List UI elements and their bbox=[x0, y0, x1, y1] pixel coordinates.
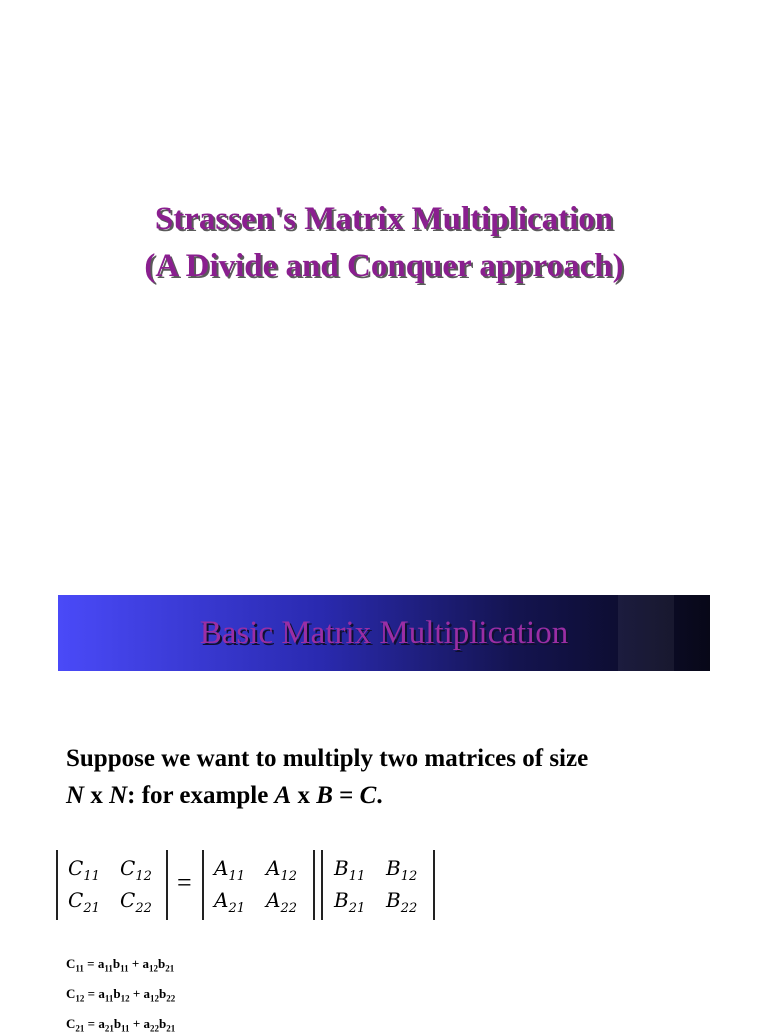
intro-x2: x bbox=[291, 782, 317, 809]
matrix-a11: $A_{11}$ bbox=[214, 856, 245, 884]
matrix-a21: $A_{21}$ bbox=[214, 888, 245, 916]
formula-c11: $C_{11} = a_{11}b_{11} + a_{12}b_{21}$ bbox=[66, 956, 175, 974]
intro-n2: N bbox=[109, 782, 128, 809]
intro-c: C bbox=[359, 782, 377, 809]
matrix-b21: $B_{21}$ bbox=[334, 888, 366, 916]
intro-eq: = bbox=[332, 782, 360, 809]
matrix-a-right-bar bbox=[313, 850, 315, 920]
matrix-b11: $B_{11}$ bbox=[334, 856, 366, 884]
matrix-b22: $B_{22}$ bbox=[386, 888, 418, 916]
intro-part1: Suppose we want to multiply two matrices of size bbox=[66, 745, 589, 772]
matrix-c12: $C_{12}$ bbox=[120, 856, 152, 884]
intro-text bbox=[66, 740, 726, 814]
matrix-b12: $B_{12}$ bbox=[386, 856, 418, 884]
matrix-c22: $C_{22}$ bbox=[120, 888, 152, 916]
formula-c21: $C_{21} = a_{21}b_{11} + a_{22}b_{21}$ bbox=[66, 1016, 176, 1034]
slide-title bbox=[0, 196, 768, 290]
matrix-a22: $A_{22}$ bbox=[266, 888, 297, 916]
matrix-b-right-bar bbox=[433, 850, 435, 920]
intro-a: A bbox=[274, 782, 292, 809]
intro-n1: N bbox=[66, 782, 85, 809]
matrix-a12: $A_{12}$ bbox=[266, 856, 297, 884]
matrix-a-left-bar bbox=[202, 850, 204, 920]
matrix-c-right-bar bbox=[166, 850, 168, 920]
section-banner bbox=[58, 595, 710, 671]
matrix-equals: = bbox=[177, 868, 192, 897]
intro-part2: : for example bbox=[127, 782, 275, 809]
matrix-equation bbox=[56, 846, 456, 922]
formula-c12: $C_{12} = a_{11}b_{12} + a_{12}b_{22}$ bbox=[66, 986, 176, 1004]
matrix-c-left-bar bbox=[56, 850, 58, 920]
matrix-c21: $C_{21}$ bbox=[68, 888, 100, 916]
intro-b: B bbox=[316, 782, 333, 809]
title-line-2: (A Divide and Conquer approach) bbox=[144, 248, 624, 284]
title-line-1: Strassen's Matrix Multiplication bbox=[154, 201, 614, 237]
intro-x1: x bbox=[84, 782, 110, 809]
matrix-b-left-bar bbox=[321, 850, 323, 920]
banner-title: Basic Matrix Multiplication bbox=[199, 615, 569, 651]
matrix-c11: $C_{11}$ bbox=[68, 856, 100, 884]
intro-end: . bbox=[376, 782, 383, 809]
